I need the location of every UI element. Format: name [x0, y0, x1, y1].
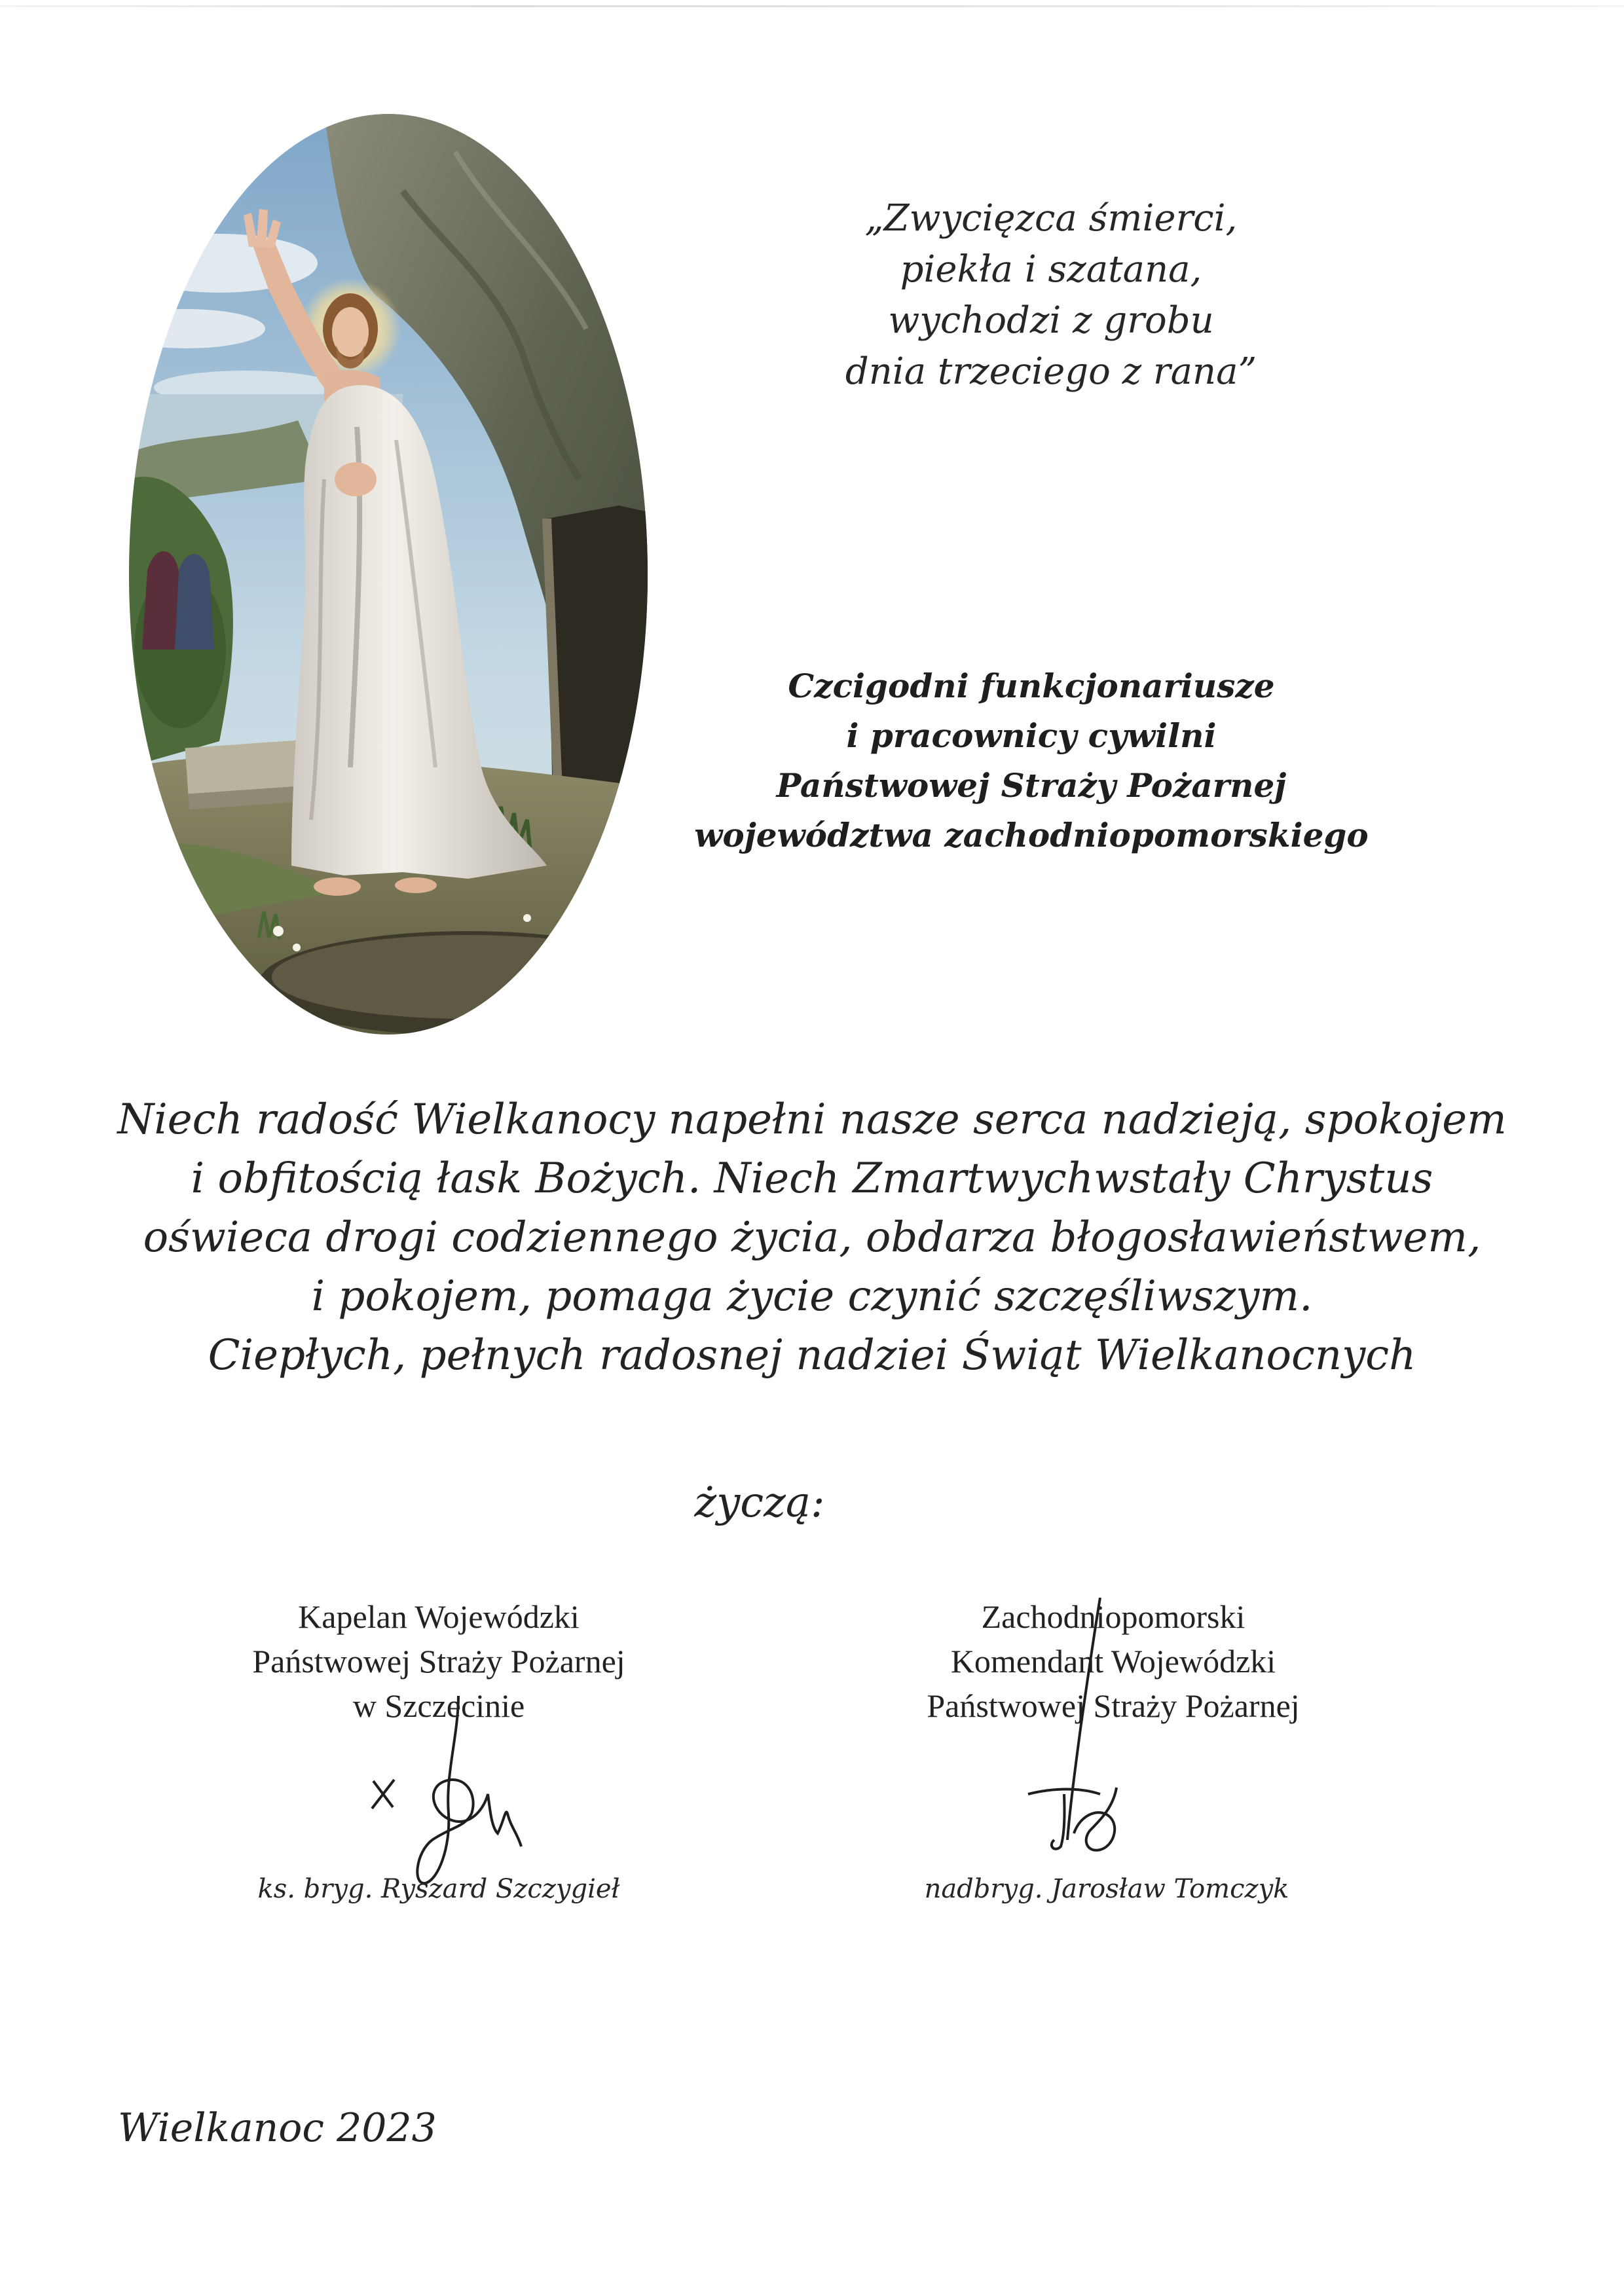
signatory-title-line: Zachodniopomorski: [981, 1598, 1246, 1635]
wishes-line: i pokojem, pomaga życie czynić szczęśliwszym.: [311, 1272, 1313, 1321]
quote-line: piekła i szatana,: [900, 248, 1202, 291]
signatory-title-line: Państwowej Straży Pożarnej: [927, 1687, 1300, 1724]
left-signatory-name: ks. bryg. Ryszard Szczygieł: [257, 1874, 620, 1904]
document-date: Wielkanoc 2023: [118, 2105, 437, 2151]
address-line: województwa zachodniopomorskiego: [694, 816, 1369, 854]
easter-hymn-quote: [773, 193, 1329, 397]
resurrection-image: [128, 113, 649, 1036]
wishes-line: oświeca drogi codziennego życia, obdarza błogosławieństwem,: [143, 1213, 1481, 1262]
wish-from-label: życzą:: [694, 1478, 825, 1527]
easter-wishes-text: [111, 1090, 1513, 1385]
address-line: Czcigodni funkcjonariusze: [788, 667, 1275, 705]
quote-line: dnia trzeciego z rana”: [845, 350, 1257, 393]
addressee-block: [688, 661, 1375, 860]
right-signatory-name: nadbryg. Jarosław Tomczyk: [924, 1874, 1289, 1904]
signatory-title-line: Komendant Wojewódzki: [950, 1643, 1276, 1680]
wishes-line: i obfitością łask Bożych. Niech Zmartwychwstały Chrystus: [191, 1154, 1433, 1203]
quote-line: wychodzi z grobu: [888, 299, 1214, 342]
signatory-title-line: w Szczecinie: [352, 1687, 525, 1724]
signatory-title-line: Państwowej Straży Pożarnej: [252, 1643, 625, 1680]
wishes-line: Ciepłych, pełnych radosnej nadziei Świąt Wielkanocnych: [208, 1331, 1416, 1380]
wishes-line: Niech radość Wielkanocy napełni nasze serca nadzieją, spokojem: [117, 1095, 1507, 1144]
quote-line: „Zwycięzca śmierci,: [864, 197, 1238, 240]
address-line: i pracownicy cywilni: [846, 716, 1217, 755]
signatory-title-line: Kapelan Wojewódzki: [298, 1598, 580, 1635]
left-handwritten-signature: [367, 1696, 537, 1892]
right-handwritten-signature: [1002, 1598, 1159, 1873]
scan-edge-line: [0, 5, 1624, 7]
address-line: Państwowej Straży Pożarnej: [776, 766, 1287, 805]
